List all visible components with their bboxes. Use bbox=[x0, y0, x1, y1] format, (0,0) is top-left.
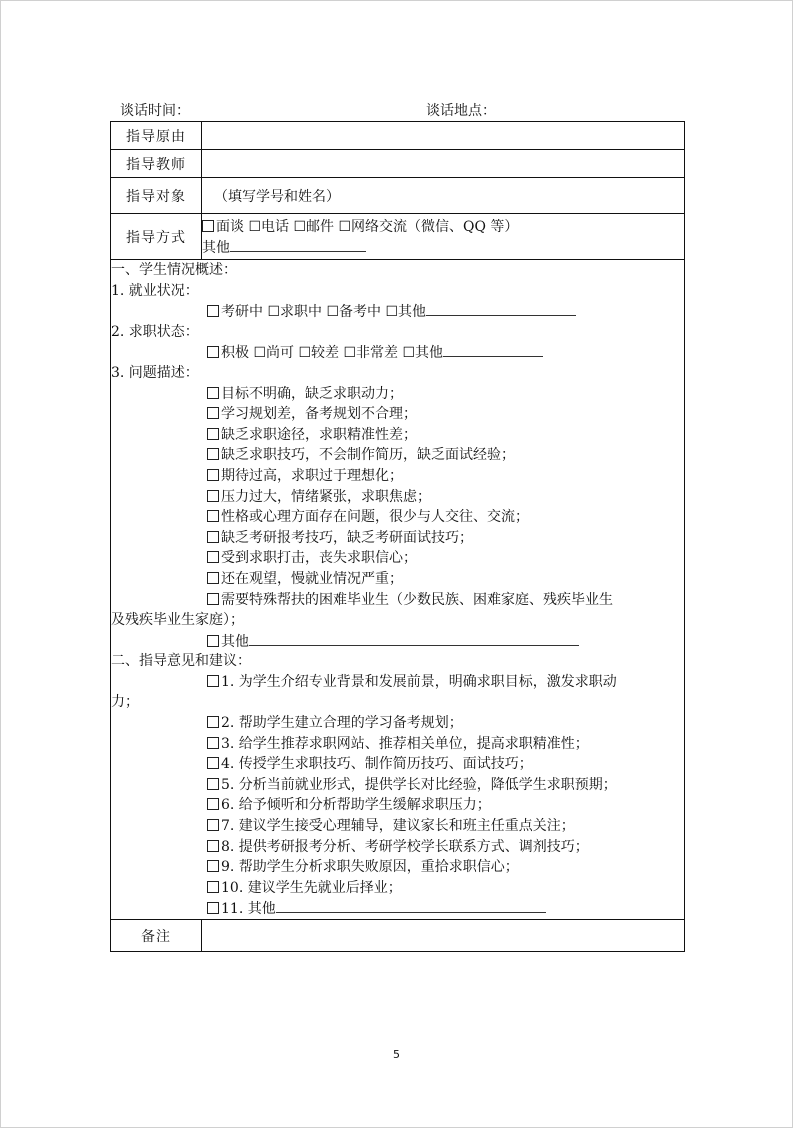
method-label: 指导方式 bbox=[111, 214, 202, 260]
problem-item bbox=[111, 507, 684, 528]
target-field[interactable] bbox=[202, 178, 685, 214]
problem-text: 缺乏求职途径，求职精准性差； bbox=[221, 426, 417, 443]
checkbox-icon[interactable] bbox=[202, 220, 214, 232]
job-status-other-blank[interactable] bbox=[443, 342, 543, 357]
target-hint: （填写学号和姓名） bbox=[214, 188, 340, 205]
details-cell bbox=[111, 260, 685, 920]
checkbox-icon[interactable] bbox=[207, 798, 219, 810]
checkbox-icon[interactable] bbox=[207, 860, 219, 872]
page-number: 5 bbox=[393, 1048, 400, 1061]
problem-other-label: 其他 bbox=[221, 633, 249, 650]
checkbox-icon[interactable] bbox=[207, 305, 219, 317]
checkbox-icon[interactable] bbox=[207, 346, 219, 358]
checkbox-icon[interactable] bbox=[207, 819, 219, 831]
problem-item bbox=[111, 569, 684, 590]
job-status-options: 积极 ☐尚可 ☐较差 ☐非常差 ☐其他 bbox=[221, 345, 444, 362]
reason-label: 指导原由 bbox=[111, 122, 202, 150]
checkbox-icon[interactable] bbox=[207, 490, 219, 502]
advice-other-blank[interactable] bbox=[276, 898, 546, 913]
method-options: 面谈 ☐电话 ☐邮件 ☐网络交流（微信、QQ 等） bbox=[216, 218, 519, 235]
problem-other-item bbox=[111, 631, 684, 652]
problem-item bbox=[111, 425, 684, 446]
problem-item bbox=[111, 466, 684, 487]
checkbox-icon[interactable] bbox=[207, 757, 219, 769]
method-other-label: 其他 bbox=[202, 239, 230, 256]
problem-text: 缺乏考研报考技巧，缺乏考研面试技巧； bbox=[221, 529, 473, 546]
checkbox-icon[interactable] bbox=[207, 387, 219, 399]
advice-other-item bbox=[111, 898, 684, 919]
problem-text: 学习规划差，备考规划不合理； bbox=[221, 406, 417, 423]
employment-other-blank[interactable] bbox=[426, 301, 576, 316]
advice-text: 10. 建议学生先就业后择业； bbox=[221, 879, 402, 896]
advice-item-continued: 力； bbox=[111, 694, 139, 711]
problem-other-blank[interactable] bbox=[249, 631, 579, 646]
problem-special-continued: 及残疾毕业生家庭）； bbox=[111, 612, 244, 629]
header-line bbox=[120, 100, 680, 120]
checkbox-icon[interactable] bbox=[207, 635, 219, 647]
checkbox-icon[interactable] bbox=[207, 716, 219, 728]
advice-item bbox=[111, 795, 684, 816]
advice-text: 1. 为学生介绍专业背景和发展前景，明确求职目标，激发求职动 bbox=[221, 673, 617, 690]
talk-time-label: 谈话时间： bbox=[120, 103, 190, 119]
method-field bbox=[202, 214, 685, 260]
problem-text: 期待过高，求职过于理想化； bbox=[221, 467, 403, 484]
checkbox-icon[interactable] bbox=[207, 572, 219, 584]
checkbox-icon[interactable] bbox=[207, 448, 219, 460]
checkbox-icon[interactable] bbox=[207, 840, 219, 852]
problem-item bbox=[111, 404, 684, 425]
advice-text: 3. 给学生推荐求职网站、推荐相关单位，提高求职精准性； bbox=[221, 735, 589, 752]
advice-other-label: 11. 其他 bbox=[221, 901, 276, 918]
employment-options-line bbox=[111, 301, 684, 322]
problem-item bbox=[111, 487, 684, 508]
job-status-options-line bbox=[111, 342, 684, 363]
advice-item bbox=[111, 775, 684, 796]
problem-text: 缺乏求职技巧，不会制作简历，缺乏面试经验； bbox=[221, 447, 515, 464]
problem-text: 还在观望，慢就业情况严重； bbox=[221, 570, 403, 587]
checkbox-icon[interactable] bbox=[207, 407, 219, 419]
method-other-line bbox=[202, 237, 684, 257]
method-options-line bbox=[202, 217, 684, 237]
advice-text: 5. 分析当前就业形式，提供学长对比经验，降低学生求职预期； bbox=[221, 776, 617, 793]
problem-text: 压力过大，情绪紧张，求职焦虑； bbox=[221, 488, 431, 505]
checkbox-icon[interactable] bbox=[207, 428, 219, 440]
advice-item bbox=[111, 734, 684, 755]
checkbox-icon[interactable] bbox=[207, 902, 219, 914]
checkbox-icon[interactable] bbox=[207, 675, 219, 687]
advice-item bbox=[111, 816, 684, 837]
advice-text: 9. 帮助学生分析求职失败原因，重拾求职信心； bbox=[221, 859, 519, 876]
checkbox-icon[interactable] bbox=[207, 551, 219, 563]
advice-text: 4. 传授学生求职技巧、制作简历技巧、面试技巧； bbox=[221, 756, 533, 773]
checkbox-icon[interactable] bbox=[207, 881, 219, 893]
problem-text: 目标不明确，缺乏求职动力； bbox=[221, 385, 403, 402]
advice-item bbox=[111, 837, 684, 858]
teacher-field[interactable] bbox=[202, 150, 685, 178]
remarks-field[interactable] bbox=[202, 920, 685, 952]
teacher-label: 指导教师 bbox=[111, 150, 202, 178]
advice-text: 8. 提供考研报考分析、考研学校学长联系方式、调剂技巧； bbox=[221, 838, 589, 855]
checkbox-icon[interactable] bbox=[207, 778, 219, 790]
remarks-label: 备注 bbox=[111, 920, 202, 952]
method-other-blank[interactable] bbox=[230, 237, 366, 252]
problem-text: 性格或心理方面存在问题，很少与人交往、交流； bbox=[221, 509, 529, 526]
problem-special-text: 需要特殊帮扶的困难毕业生（少数民族、困难家庭、残疾毕业生 bbox=[221, 591, 613, 608]
guidance-form-table bbox=[110, 121, 685, 952]
problem-label: 3. 问题描述： bbox=[111, 364, 199, 381]
advice-item bbox=[111, 878, 684, 899]
section2-title: 二、指导意见和建议： bbox=[111, 653, 251, 670]
advice-text: 7. 建议学生接受心理辅导，建议家长和班主任重点关注； bbox=[221, 818, 575, 835]
advice-item bbox=[111, 754, 684, 775]
employment-options: 考研中 ☐求职中 ☐备考中 ☐其他 bbox=[221, 304, 427, 321]
advice-item bbox=[111, 713, 684, 734]
problem-text: 受到求职打击，丧失求职信心； bbox=[221, 550, 417, 567]
reason-field[interactable] bbox=[202, 122, 685, 150]
problem-item bbox=[111, 528, 684, 549]
talk-place-label: 谈话地点： bbox=[426, 103, 496, 119]
checkbox-icon[interactable] bbox=[207, 737, 219, 749]
employment-label: 1. 就业状况： bbox=[111, 282, 199, 299]
checkbox-icon[interactable] bbox=[207, 593, 219, 605]
section1-title: 一、学生情况概述： bbox=[111, 262, 237, 278]
checkbox-icon[interactable] bbox=[207, 531, 219, 543]
job-status-label: 2. 求职状态： bbox=[111, 323, 199, 340]
advice-item bbox=[111, 857, 684, 878]
checkbox-icon[interactable] bbox=[207, 469, 219, 481]
problem-item bbox=[111, 548, 684, 569]
advice-item bbox=[111, 672, 684, 693]
advice-text: 2. 帮助学生建立合理的学习备考规划； bbox=[221, 715, 463, 732]
target-label: 指导对象 bbox=[111, 178, 202, 214]
checkbox-icon[interactable] bbox=[207, 510, 219, 522]
problem-item bbox=[111, 384, 684, 405]
advice-text: 6. 给予倾听和分析帮助学生缓解求职压力； bbox=[221, 797, 491, 814]
problem-item bbox=[111, 445, 684, 466]
problem-special-item bbox=[111, 590, 684, 611]
